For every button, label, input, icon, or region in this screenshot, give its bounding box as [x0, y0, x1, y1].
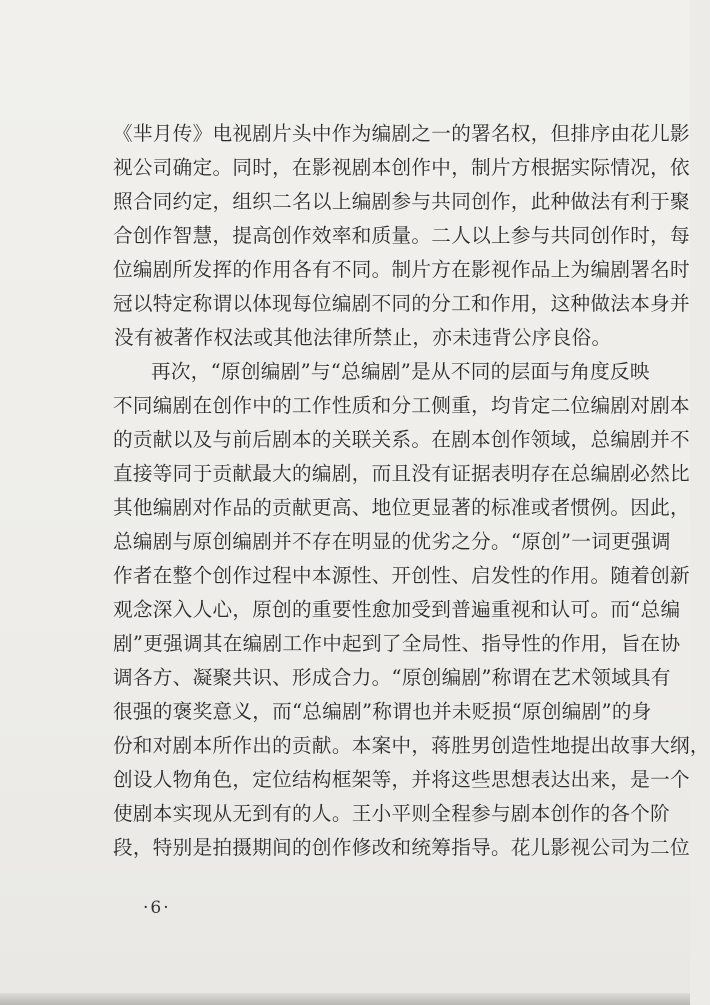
text-line: 创设人物角色，定位结构框架等，并将这些思想表达出来，是一个: [113, 768, 690, 791]
text-line: 调各方、凝聚共识、形成合力。“原创编剧”称谓在艺术领域具有: [113, 666, 671, 689]
text-line: 很强的褒奖意义，而“总编剧”称谓也并未贬损“原创编剧”的身: [113, 700, 652, 723]
text-line: 使剧本实现从无到有的人。王小平则全程参与剧本创作的各个阶: [113, 802, 671, 825]
text-line: 剧”更强调其在编剧工作中起到了全局性、指导性的作用，旨在协: [113, 632, 681, 655]
text-line-paragraph-start: 再次，“原创编剧”与“总编剧”是从不同的层面与角度反映: [151, 360, 650, 383]
text-line-paragraph-end: 没有被著作权法或其他法律所禁止，亦未违背公序良俗。: [114, 326, 612, 349]
text-line: 位编剧所发挥的作用各有不同。制片方在影视作品上为编剧署名时: [113, 258, 690, 281]
text-line: 观念深入人心，原创的重要性愈加受到普遍重视和认可。而“总编: [113, 598, 681, 621]
text-line: 不同编剧在创作中的工作性质和分工侧重，均肯定二位编剧对剧本: [113, 394, 690, 417]
page-number: ·6·: [143, 898, 171, 918]
scan-bottom-edge: [0, 993, 690, 1005]
text-line: 直接等同于贡献最大的编剧，而且没有证据表明存在总编剧必然比: [113, 462, 690, 485]
body-text: [113, 117, 710, 865]
text-line: 作者在整个创作过程中本源性、开创性、启发性的作用。随着创新: [113, 564, 690, 587]
text-line: 冠以特定称谓以体现每位编剧不同的分工和作用，这种做法本身并: [113, 292, 690, 315]
text-line: 总编剧与原创编剧并不存在明显的优劣之分。“原创”一词更强调: [113, 530, 671, 553]
text-line: 其他编剧对作品的贡献更高、地位更显著的标准或者惯例。因此，: [113, 496, 690, 519]
text-line: 视公司确定。同时，在影视剧本创作中，制片方根据实际情况，依: [113, 156, 690, 179]
text-line: 照合同约定，组织二名以上编剧参与共同创作，此种做法有利于聚: [113, 190, 690, 213]
text-line: 合创作智慧，提高创作效率和质量。二人以上参与共同创作时，每: [113, 224, 690, 247]
text-line: 段，特别是拍摄期间的创作修改和统筹指导。花儿影视公司为二位: [113, 836, 690, 859]
text-line: 的贡献以及与前后剧本的关联关系。在剧本创作领域，总编剧并不: [113, 428, 690, 451]
text-line: 份和对剧本所作出的贡献。本案中，蒋胜男创造性地提出故事大纲，: [113, 734, 710, 757]
text-line: 《芈月传》电视剧片头中作为编剧之一的署名权，但排序由花儿影: [113, 122, 690, 145]
